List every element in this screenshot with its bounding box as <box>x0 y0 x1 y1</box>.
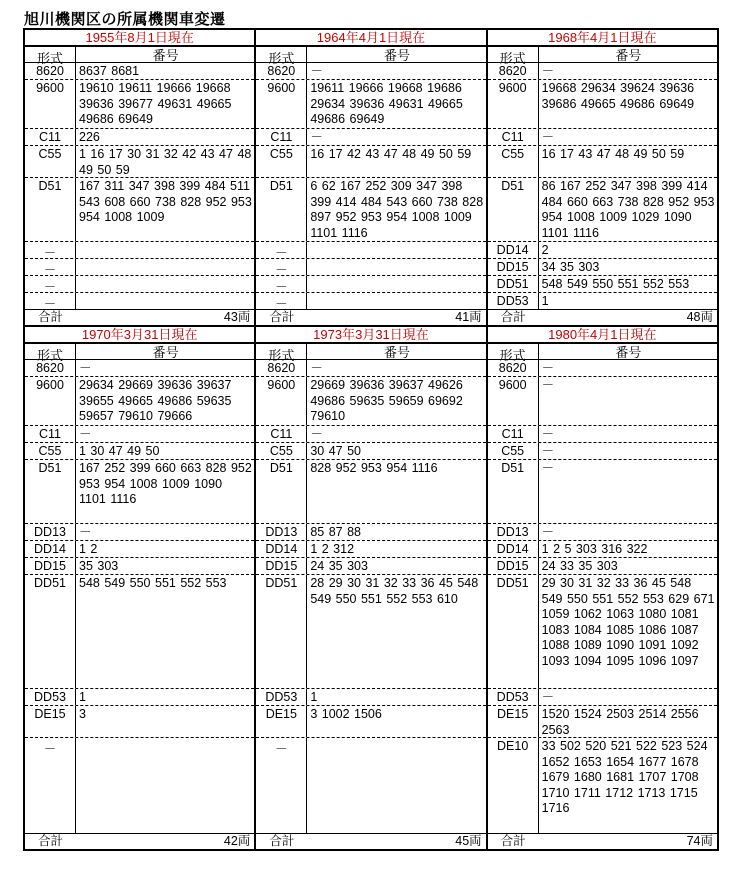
locomotive-class: C55 <box>25 443 76 459</box>
period-block <box>23 325 256 851</box>
locomotive-class: C55 <box>256 146 307 177</box>
locomotive-class: 9600 <box>256 377 307 425</box>
locomotive-class: － <box>256 293 307 309</box>
locomotive-numbers: 828 952 953 954 1116 <box>310 461 438 475</box>
locomotive-class: D51 <box>25 178 76 241</box>
locomotive-numbers: 1 30 47 49 50 <box>79 444 160 458</box>
locomotive-class-row <box>256 738 485 834</box>
locomotive-numbers: 226 <box>79 130 100 144</box>
locomotive-class: 8620 <box>25 360 76 376</box>
locomotive-numbers: 1 16 17 30 31 32 42 43 47 48 49 50 59 <box>79 147 252 177</box>
locomotive-numbers: 29 30 31 32 33 36 45 548 549 550 551 552 553 629 671 1059 1062 1063 1080 1081 1083 1084 1085 1086 1087 1088 1089 1090 1091 1092 1093 1094 1095 1096 1097 <box>541 576 715 668</box>
locomotive-numbers <box>76 293 254 309</box>
locomotive-class: DD51 <box>256 575 307 688</box>
locomotive-class-row <box>256 178 485 242</box>
locomotive-class-row <box>256 689 485 706</box>
locomotive-numbers <box>307 242 485 258</box>
locomotive-class-row <box>256 259 485 276</box>
number-column-header: 番号 <box>152 345 179 360</box>
locomotive-class: － <box>256 276 307 292</box>
locomotive-class: － <box>25 293 76 309</box>
type-column-header: 形式 <box>488 344 539 359</box>
locomotive-numbers <box>307 293 485 309</box>
locomotive-numbers: － <box>310 130 323 144</box>
locomotive-numbers <box>307 259 485 275</box>
locomotive-numbers: 6 62 167 252 309 347 398 399 414 484 543 660 738 828 897 952 953 954 1008 1009 1101 1116 <box>310 179 484 240</box>
locomotive-class: DD14 <box>25 541 76 557</box>
period-block <box>486 28 719 327</box>
locomotive-class: DD53 <box>256 689 307 705</box>
locomotive-class: 9600 <box>488 377 539 425</box>
type-column-header: 形式 <box>25 344 76 359</box>
locomotive-numbers: 1 2 5 303 316 322 <box>541 542 648 556</box>
locomotive-class-row <box>488 360 717 377</box>
locomotive-class: DD14 <box>256 541 307 557</box>
total-count: 45両 <box>455 834 482 848</box>
locomotive-numbers: － <box>541 64 555 78</box>
locomotive-numbers: 1 2 <box>79 542 98 556</box>
locomotive-numbers: － <box>79 525 92 539</box>
total-count: 48両 <box>686 310 713 324</box>
locomotive-numbers <box>76 276 254 292</box>
locomotive-class-row <box>488 460 717 524</box>
locomotive-class-row <box>25 558 254 575</box>
column-header-row <box>488 344 717 363</box>
locomotive-numbers: 8637 8681 <box>79 64 140 78</box>
locomotive-class-row <box>488 259 717 276</box>
locomotive-class: － <box>256 242 307 258</box>
locomotive-class-row <box>256 276 485 293</box>
locomotive-class: DD53 <box>488 689 539 705</box>
locomotive-numbers: － <box>541 444 555 458</box>
total-count: 43両 <box>223 310 251 324</box>
total-row <box>256 310 485 325</box>
locomotive-numbers: 30 47 50 <box>310 444 361 458</box>
locomotive-class-row <box>256 575 485 689</box>
locomotive-class: C11 <box>488 426 539 442</box>
locomotive-class-row <box>25 63 254 80</box>
locomotive-class-row <box>25 129 254 146</box>
locomotive-numbers: 85 87 88 <box>310 525 361 539</box>
locomotive-class-row <box>488 178 717 242</box>
column-header-row <box>25 47 254 66</box>
locomotive-numbers: 28 29 30 31 32 33 36 45 548 549 550 551 552 553 610 <box>310 576 479 606</box>
locomotive-class-row <box>25 443 254 460</box>
locomotive-class: C11 <box>25 129 76 145</box>
locomotive-class-row <box>25 80 254 129</box>
period-block <box>254 28 487 327</box>
locomotive-class: DE15 <box>256 706 307 737</box>
locomotive-class: C11 <box>256 426 307 442</box>
locomotive-class: 9600 <box>256 80 307 128</box>
page-title: 旭川機関区の所属機関車変遷 <box>24 11 226 28</box>
locomotive-class-row <box>488 689 717 706</box>
locomotive-class: DE15 <box>488 706 539 737</box>
locomotive-class: DD13 <box>488 524 539 540</box>
locomotive-class-row <box>25 293 254 310</box>
type-column-header: 形式 <box>256 47 307 62</box>
period-block <box>23 28 256 327</box>
locomotive-numbers: 1 <box>310 690 318 704</box>
locomotive-numbers: 1520 1524 2503 2514 2556 2563 <box>541 707 699 737</box>
locomotive-numbers: 29669 39636 39637 49626 49686 59635 59659 69692 79610 <box>310 378 463 423</box>
locomotive-class: 8620 <box>488 360 539 376</box>
locomotive-numbers: 86 167 252 347 398 399 414 484 660 663 738 828 952 953 954 1008 1009 1029 1090 1101 1116 <box>541 179 715 240</box>
total-label: 合計 <box>37 834 63 848</box>
locomotive-class: DD15 <box>488 558 539 574</box>
type-column-header: 形式 <box>25 47 76 62</box>
locomotive-numbers: 548 549 550 551 552 553 <box>541 277 690 291</box>
locomotive-class: D51 <box>25 460 76 523</box>
period-date: 1973年3月31日現在 <box>256 327 485 344</box>
period-block <box>486 325 719 851</box>
locomotive-numbers: 29634 29669 39636 39637 39655 49665 49686 59635 59657 79610 79666 <box>79 378 232 423</box>
locomotive-class: DD51 <box>488 276 539 292</box>
locomotive-numbers: 16 17 42 43 47 48 49 50 59 <box>310 147 472 161</box>
locomotive-class: C11 <box>256 129 307 145</box>
locomotive-numbers: － <box>79 361 92 375</box>
total-label: 合計 <box>500 834 526 848</box>
locomotive-class: DD14 <box>488 242 539 258</box>
locomotive-class-row <box>488 443 717 460</box>
locomotive-numbers: － <box>541 525 555 539</box>
locomotive-class: DD13 <box>256 524 307 540</box>
locomotive-class-row <box>25 541 254 558</box>
locomotive-class-row <box>25 524 254 541</box>
locomotive-class-row <box>256 293 485 310</box>
locomotive-numbers: 548 549 550 551 552 553 <box>79 576 227 590</box>
number-column-header: 番号 <box>615 48 642 63</box>
locomotive-class-row <box>256 129 485 146</box>
locomotive-class-row <box>25 706 254 738</box>
locomotive-numbers <box>76 738 254 833</box>
locomotive-class-row <box>25 738 254 834</box>
locomotive-class: DD53 <box>25 689 76 705</box>
locomotive-class-row <box>488 524 717 541</box>
locomotive-numbers: － <box>541 427 555 441</box>
locomotive-class: － <box>256 738 307 833</box>
locomotive-numbers <box>76 259 254 275</box>
locomotive-class-row <box>256 242 485 259</box>
column-header-row <box>256 47 485 66</box>
locomotive-class: C11 <box>25 426 76 442</box>
locomotive-class-row <box>256 541 485 558</box>
locomotive-class-row <box>25 460 254 524</box>
period-date: 1964年4月1日現在 <box>256 30 485 47</box>
locomotive-class-row <box>488 558 717 575</box>
locomotive-class: DD53 <box>488 293 539 309</box>
column-header-row <box>488 47 717 66</box>
locomotive-class: － <box>25 738 76 833</box>
type-column-header: 形式 <box>256 344 307 359</box>
locomotive-class-row <box>25 276 254 293</box>
locomotive-numbers: 16 17 43 47 48 49 50 59 <box>541 147 685 161</box>
locomotive-numbers: 34 35 303 <box>541 260 600 274</box>
locomotive-class: D51 <box>488 178 539 241</box>
locomotive-numbers: 19610 19611 19666 19668 39636 39677 49631 49665 49686 69649 <box>79 81 232 126</box>
locomotive-class: 8620 <box>488 63 539 79</box>
locomotive-numbers: － <box>310 361 323 375</box>
locomotive-numbers: 35 303 <box>79 559 119 573</box>
locomotive-numbers: 3 1002 1506 <box>310 707 382 721</box>
locomotive-class-row <box>256 146 485 178</box>
column-header-row <box>25 344 254 363</box>
locomotive-class-row <box>25 689 254 706</box>
locomotive-class: DD51 <box>488 575 539 688</box>
locomotive-numbers: 33 502 520 521 522 523 524 1652 1653 1654 1677 1678 1679 1680 1681 1707 1708 1710 1711 1712 1713 1715 1716 <box>541 739 708 815</box>
locomotive-numbers: 24 33 35 303 <box>541 559 618 573</box>
locomotive-class-row <box>256 377 485 426</box>
total-label: 合計 <box>269 310 295 324</box>
locomotive-class-row <box>488 276 717 293</box>
total-row <box>256 834 485 849</box>
locomotive-class: D51 <box>256 460 307 523</box>
locomotive-class-row <box>488 377 717 426</box>
locomotive-numbers: 1 <box>541 294 549 308</box>
locomotive-class-row <box>488 242 717 259</box>
locomotive-numbers: 1 2 312 <box>310 542 355 556</box>
period-block <box>254 325 487 851</box>
locomotive-class-row <box>25 360 254 377</box>
locomotive-numbers: － <box>310 427 323 441</box>
locomotive-class: DD14 <box>488 541 539 557</box>
locomotive-class-row <box>488 426 717 443</box>
locomotive-class-row <box>488 575 717 689</box>
locomotive-class-row <box>256 360 485 377</box>
locomotive-class: 8620 <box>256 360 307 376</box>
period-date: 1955年8月1日現在 <box>25 30 254 47</box>
locomotive-class-row <box>25 146 254 178</box>
locomotive-class-row <box>25 377 254 426</box>
total-label: 合計 <box>37 310 63 324</box>
column-header-row <box>256 344 485 363</box>
locomotive-numbers: 2 <box>541 243 549 257</box>
number-column-header: 番号 <box>615 345 642 360</box>
locomotive-class: DD51 <box>25 575 76 688</box>
locomotive-class: C55 <box>25 146 76 177</box>
period-date: 1970年3月31日現在 <box>25 327 254 344</box>
locomotive-class: 9600 <box>488 80 539 128</box>
locomotive-numbers <box>76 242 254 258</box>
locomotive-numbers: － <box>541 690 555 704</box>
locomotive-class: － <box>25 259 76 275</box>
locomotive-class-row <box>488 129 717 146</box>
total-row <box>488 834 717 849</box>
locomotive-class-row <box>256 80 485 129</box>
locomotive-numbers: － <box>310 64 323 78</box>
locomotive-class-row <box>488 706 717 738</box>
total-row <box>488 310 717 325</box>
total-count: 41両 <box>455 310 482 324</box>
locomotive-class: DD13 <box>25 524 76 540</box>
locomotive-numbers: 19611 19666 19668 19686 29634 39636 49631 49665 49686 69649 <box>310 81 463 126</box>
locomotive-class-row <box>488 738 717 834</box>
locomotive-class: D51 <box>256 178 307 241</box>
locomotive-class-row <box>256 460 485 524</box>
locomotive-numbers: 19668 29634 39624 39636 39686 49665 49686 69649 <box>541 81 695 111</box>
locomotive-class: － <box>25 242 76 258</box>
locomotive-class-row <box>488 541 717 558</box>
locomotive-class: C55 <box>256 443 307 459</box>
period-band <box>23 28 719 327</box>
locomotive-numbers: 24 35 303 <box>310 559 368 573</box>
locomotive-class-row <box>256 426 485 443</box>
locomotive-class: C11 <box>488 129 539 145</box>
locomotive-numbers: － <box>541 361 555 375</box>
total-label: 合計 <box>500 310 526 324</box>
locomotive-class-row <box>488 80 717 129</box>
locomotive-numbers: － <box>541 130 555 144</box>
locomotive-class-row <box>488 293 717 310</box>
locomotive-class-row <box>488 63 717 80</box>
locomotive-class: DD15 <box>488 259 539 275</box>
locomotive-numbers: － <box>79 427 92 441</box>
total-row <box>25 834 254 849</box>
locomotive-numbers: 167 252 399 660 663 828 952 953 954 1008 1009 1090 1101 1116 <box>79 461 252 506</box>
number-column-header: 番号 <box>152 48 179 63</box>
locomotive-class: DD15 <box>256 558 307 574</box>
locomotive-class: DD15 <box>25 558 76 574</box>
locomotive-class-row <box>256 706 485 738</box>
locomotive-class-row <box>25 242 254 259</box>
locomotive-numbers: － <box>541 378 555 392</box>
number-column-header: 番号 <box>383 48 410 63</box>
period-date: 1980年4月1日現在 <box>488 327 717 344</box>
total-count: 74両 <box>686 834 713 848</box>
locomotive-class: － <box>25 276 76 292</box>
locomotive-class: D51 <box>488 460 539 523</box>
locomotive-class-row <box>256 443 485 460</box>
locomotive-numbers <box>307 738 485 833</box>
locomotive-class-row <box>25 259 254 276</box>
locomotive-class: C55 <box>488 146 539 177</box>
period-date: 1968年4月1日現在 <box>488 30 717 47</box>
locomotive-class: 9600 <box>25 80 76 128</box>
locomotive-class-row <box>256 63 485 80</box>
locomotive-class: DE15 <box>25 706 76 737</box>
locomotive-class-row <box>256 524 485 541</box>
locomotive-numbers: 3 <box>79 707 86 721</box>
locomotive-class: 9600 <box>25 377 76 425</box>
locomotive-class-row <box>488 146 717 178</box>
total-row <box>25 310 254 325</box>
locomotive-class: 8620 <box>25 63 76 79</box>
total-label: 合計 <box>269 834 295 848</box>
locomotive-class: － <box>256 259 307 275</box>
locomotive-class-row <box>25 426 254 443</box>
locomotive-numbers: 1 <box>79 690 86 704</box>
locomotive-class-row <box>25 178 254 242</box>
locomotive-class-row <box>256 558 485 575</box>
locomotive-roster-table <box>23 28 719 851</box>
locomotive-numbers: － <box>541 461 555 475</box>
total-count: 42両 <box>223 834 251 848</box>
period-band <box>23 327 719 851</box>
type-column-header: 形式 <box>488 47 539 62</box>
locomotive-numbers <box>307 276 485 292</box>
locomotive-class: C55 <box>488 443 539 459</box>
locomotive-numbers: 167 311 347 398 399 484 511 543 608 660 738 828 952 953 954 1008 1009 <box>79 179 252 224</box>
locomotive-class: 8620 <box>256 63 307 79</box>
locomotive-class-row <box>25 575 254 689</box>
number-column-header: 番号 <box>383 345 410 360</box>
locomotive-class: DE10 <box>488 738 539 833</box>
